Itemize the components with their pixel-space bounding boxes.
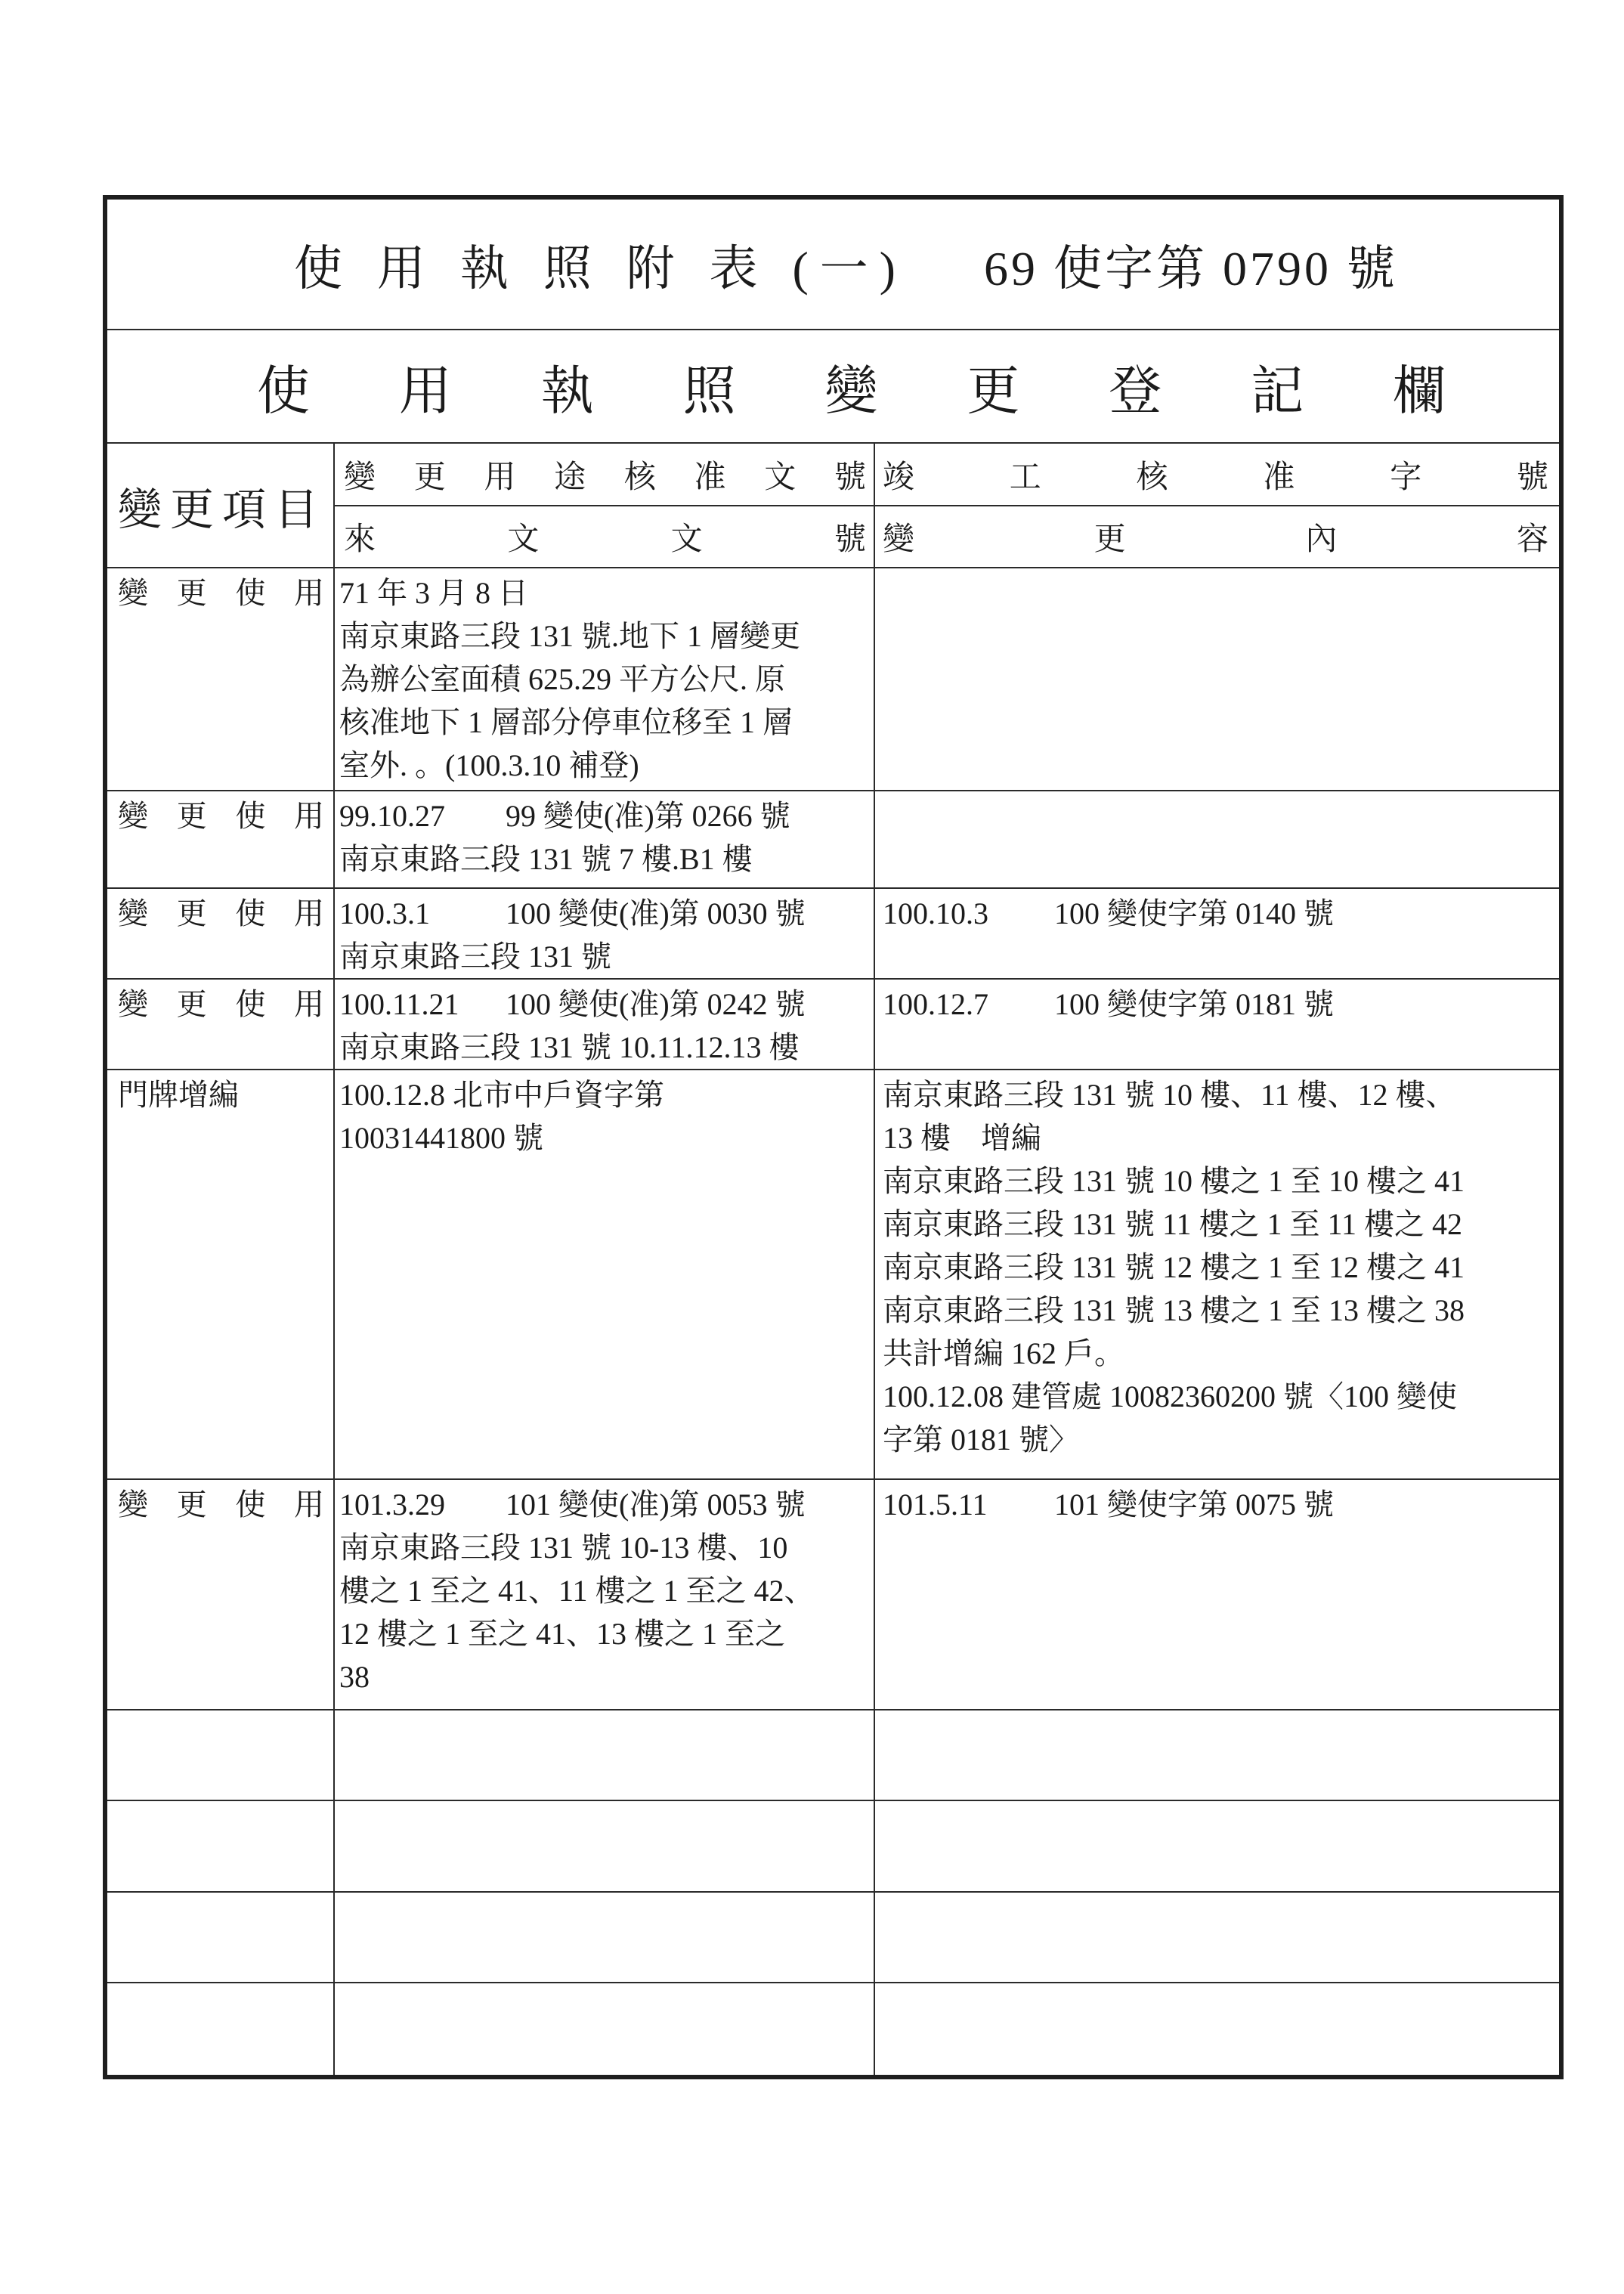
table-row [105,888,1561,979]
content-cell [874,979,1561,1070]
approval-reference: 100 變使(准)第 0242 號 [506,987,806,1021]
text-line: 10031441800 號 [339,1121,543,1155]
content-cell [874,791,1561,888]
completion-reference: 101 變使字第 0075 號 [1054,1488,1334,1522]
empty-row [105,1892,1561,1983]
approval-date: 99.10.27 [339,799,445,833]
approval-cell [334,1479,874,1710]
approval-date: 100.3.1 [339,896,430,930]
empty-cell [105,1710,334,1800]
text-line [339,1483,874,1526]
content-cell [874,888,1561,979]
text-line: 南京東路三段 131 號 10 樓之 1 至 10 樓之 41 [883,1164,1465,1198]
text-line: 樓之 1 至之 41、11 樓之 1 至之 42、 [339,1574,815,1608]
empty-cell [105,1800,334,1892]
completion-reference: 100 變使字第 0140 號 [1054,896,1334,930]
header-row-top [105,443,1561,506]
text-line: 100.12.08 建管處 10082360200 號〈100 變使 [883,1379,1457,1413]
item-cell [105,888,334,979]
text-line: 核准地下 1 層部分停車位移至 1 層 [339,705,793,739]
empty-cell [334,1892,874,1983]
text-line: 南京東路三段 131 號 11 樓之 1 至 11 樓之 42 [883,1207,1463,1241]
permit-number: 69 使字第 0790 號 [984,241,1398,296]
completion-reference: 100 變使字第 0181 號 [1054,987,1334,1021]
text-line: 南京東路三段 131 號 [339,940,611,974]
text-line [339,892,874,935]
empty-cell [874,1983,1561,2077]
text-line [339,983,874,1026]
header-completion-number: 竣 工 核 准 字 號 [874,443,1561,506]
item-cell [105,791,334,888]
text-line [883,983,1559,1026]
approval-reference: 99 變使(准)第 0266 號 [506,799,790,833]
empty-cell [334,1983,874,2077]
empty-cell [874,1892,1561,1983]
item-cell [105,1479,334,1710]
empty-cell [334,1710,874,1800]
completion-date: 100.12.7 [883,987,988,1021]
text-line: 字第 0181 號〉 [883,1423,1079,1457]
table-row [105,791,1561,888]
text-line: 南京東路三段 131 號 10.11.12.13 樓 [339,1030,800,1064]
table-row [105,1479,1561,1710]
section-title: 使 用 執 照 變 更 登 記 欄 [105,330,1561,443]
header-document-number: 來 文 文 號 [334,506,874,568]
empty-cell [874,1800,1561,1892]
text-line [883,1483,1559,1526]
text-line: 南京東路三段 131 號 13 樓之 1 至 13 樓之 38 [883,1293,1465,1327]
table-row [105,979,1561,1070]
table-row [105,1070,1561,1479]
empty-cell [105,1983,334,2077]
empty-row [105,1710,1561,1800]
header-change-content: 變 更 內 容 [874,506,1561,568]
text-line: 13 樓 增編 [883,1121,1041,1155]
title-row [105,197,1561,330]
content-cell [874,568,1561,791]
empty-cell [874,1710,1561,1800]
approval-date: 101.3.29 [339,1488,445,1522]
use-permit-change-register-table [103,195,1564,2079]
text-line [883,892,1559,935]
title-cell [105,197,1561,330]
section-title-row [105,330,1561,443]
content-cell [874,1070,1561,1479]
approval-reference: 100 變使(准)第 0030 號 [506,896,806,930]
change-item-label: 門牌增編 [118,1078,239,1112]
table-row [105,568,1561,791]
approval-cell [334,979,874,1070]
text-line: 南京東路三段 131 號 10 樓、11 樓、12 樓、 [883,1078,1456,1112]
completion-date: 100.10.3 [883,896,988,930]
change-item-label: 變 更 使 用 [118,1488,324,1522]
header-approval-number: 變 更 用 途 核 准 文 號 [334,443,874,506]
change-item-label: 變 更 使 用 [118,799,324,833]
text-line [339,794,874,837]
change-item-label: 變 更 使 用 [118,896,324,930]
text-line: 為辦公室面積 625.29 平方公尺. 原 [339,662,785,696]
text-line: 室外. 。(100.3.10 補登) [339,748,639,782]
text-line: 南京東路三段 131 號 12 樓之 1 至 12 樓之 41 [883,1250,1465,1284]
approval-cell [334,568,874,791]
approval-cell [334,888,874,979]
change-item-label: 變 更 使 用 [118,576,324,610]
text-line: 71 年 3 月 8 日 [339,576,528,610]
text-line: 共計增編 162 戶。 [883,1336,1124,1370]
form-title: 使 用 執 照 附 表 (一) [294,241,896,296]
item-cell [105,568,334,791]
text-line: 南京東路三段 131 號 10-13 樓、10 [339,1531,788,1565]
header-change-item: 變更項目 [105,443,334,568]
text-line: 南京東路三段 131 號 7 樓.B1 樓 [339,842,753,876]
text-line: 38 [339,1660,370,1694]
empty-cell [334,1800,874,1892]
empty-cell [105,1892,334,1983]
content-cell [874,1479,1561,1710]
item-cell [105,979,334,1070]
completion-date: 101.5.11 [883,1488,988,1522]
text-line: 南京東路三段 131 號.地下 1 層變更 [339,619,800,653]
title-line [107,230,1559,299]
approval-cell [334,1070,874,1479]
empty-row [105,1800,1561,1892]
item-cell [105,1070,334,1479]
approval-cell [334,791,874,888]
text-line: 100.12.8 北市中戶資字第 [339,1078,664,1112]
approval-reference: 101 變使(准)第 0053 號 [506,1488,806,1522]
approval-date: 100.11.21 [339,987,459,1021]
change-item-label: 變 更 使 用 [118,987,324,1021]
empty-row [105,1983,1561,2077]
text-line: 12 樓之 1 至之 41、13 樓之 1 至之 [339,1617,785,1651]
